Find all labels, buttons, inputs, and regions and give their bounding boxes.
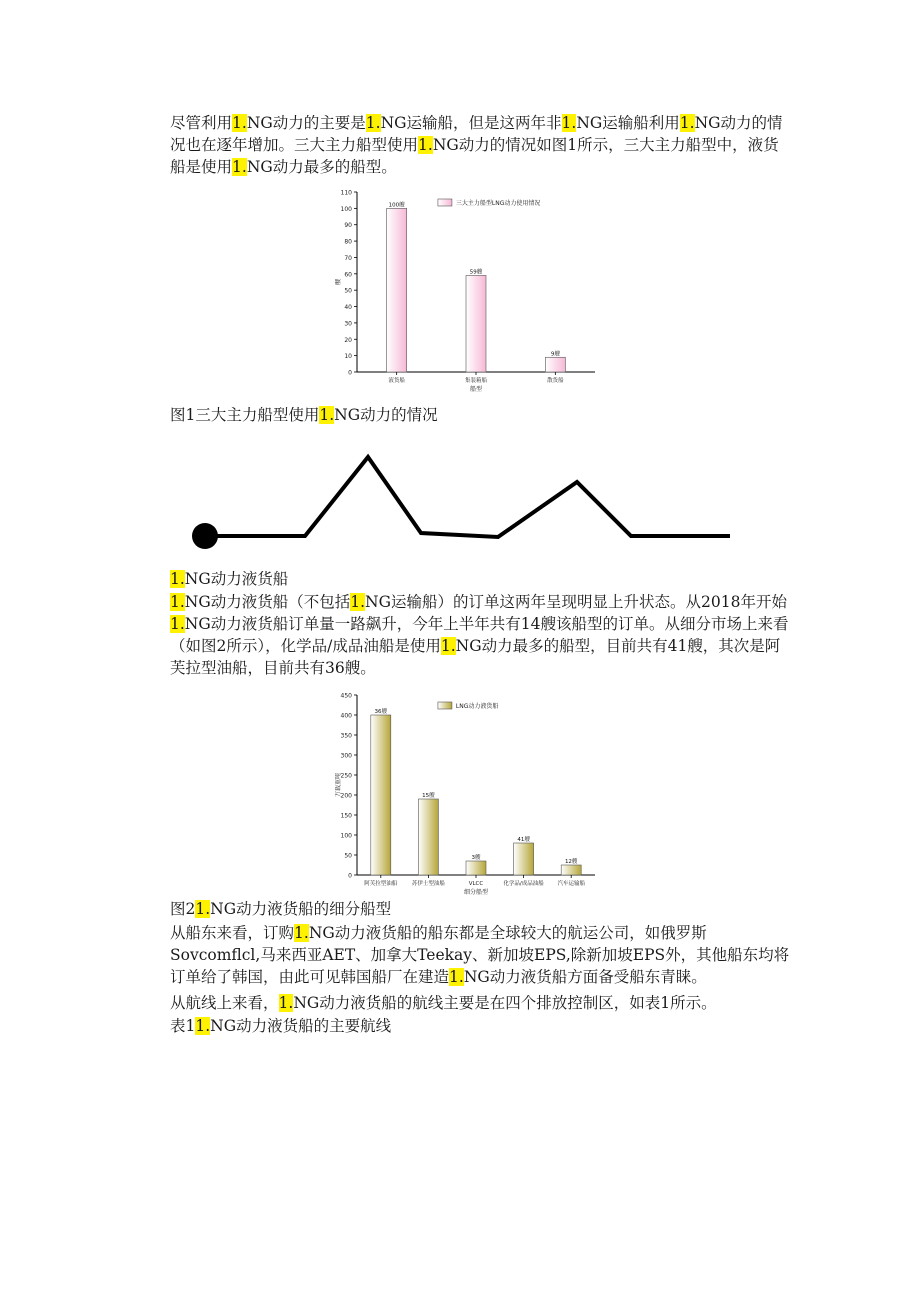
data-label: 15艘: [422, 793, 435, 799]
y-tick-label: 100: [340, 205, 352, 213]
highlighted-text: 1.: [418, 136, 433, 154]
highlighted-text: 1.: [232, 114, 247, 132]
bar: [371, 715, 391, 875]
text-run: NG动力液货船的细分船型: [210, 900, 392, 918]
text-run: NG动力的情况: [334, 406, 438, 424]
x-tick-label: 液货船: [388, 378, 405, 384]
highlighted-text: 1.: [195, 1017, 211, 1035]
x-tick-label: 汽车运输船: [557, 881, 585, 887]
paragraph-orders: [170, 591, 790, 679]
legend-swatch: [438, 199, 452, 206]
text-run: 尽管利用: [170, 114, 233, 132]
legend-swatch: [438, 702, 452, 709]
y-tick-label: 150: [340, 812, 352, 820]
text-run: NG动力液货船的航线主要是在四个排放控制区，如表1所示。: [293, 994, 717, 1012]
x-tick-label: 化学品/成品油船: [503, 881, 544, 887]
data-label: 3艘: [471, 855, 481, 861]
highlighted-text: 1.: [350, 593, 366, 611]
text-run: NG动力液货船的船东都是全球较大的航运公司，如俄罗斯Sovcomflcl,马来西亚AET、加拿大Teekay、新加坡EPS,除新加坡EPS外，其他船东均将订单给了韩国，由此可见韩国船厂在建造: [170, 924, 790, 986]
y-tick-label: 40: [344, 304, 352, 312]
highlighted-text: 1.: [170, 570, 185, 588]
x-tick-label: 散货船: [547, 378, 564, 384]
y-tick-label: 50: [344, 852, 352, 860]
text-run: NG动力液货船方面备受船东青睐。: [463, 968, 707, 986]
divider-zigzag: [185, 445, 745, 565]
data-label: 9艘: [550, 351, 560, 358]
y-tick-label: 10: [344, 353, 352, 361]
y-tick-label: 20: [344, 336, 352, 344]
paragraph-routes: [170, 992, 790, 1014]
bar: [514, 843, 534, 875]
bar: [561, 865, 581, 875]
data-label: 12艘: [564, 859, 578, 865]
y-tick-label: 80: [344, 238, 352, 246]
table-1-caption: [170, 1015, 391, 1037]
chart-2: [335, 689, 595, 899]
bar: [466, 275, 486, 372]
highlighted-text: 1.: [679, 114, 695, 132]
text-run: NG动力液货船: [184, 570, 289, 588]
x-tick-label: VLCC: [468, 881, 484, 887]
highlighted-text: 1.: [319, 406, 335, 424]
y-tick-label: 0: [348, 369, 352, 377]
text-run: NG动力的情况如图1所示，三大主力船型中，液货船是使用: [170, 136, 779, 176]
y-tick-label: 450: [340, 692, 352, 700]
text-run: 图2: [170, 900, 196, 918]
y-tick-label: 100: [340, 832, 352, 840]
bar: [387, 208, 407, 372]
legend-label: 三大主力船型LNG动力使用情况: [455, 200, 541, 207]
x-tick-label: 苏伊士型油船: [411, 881, 445, 887]
data-label: 36艘: [374, 709, 388, 715]
data-label: 100艘: [388, 202, 405, 209]
data-label: 59艘: [469, 269, 483, 276]
y-axis-label: 艘: [335, 278, 342, 286]
legend-label: LNG动力液货船: [455, 703, 499, 710]
y-tick-label: 60: [344, 271, 352, 279]
paragraph-intro: [170, 112, 790, 178]
text-run: NG动力最多的船型，目前共有41艘，其次是阿芙拉型油船，目前共有36艘。: [170, 637, 781, 677]
highlighted-text: 1.: [195, 900, 211, 918]
y-tick-label: 400: [340, 712, 352, 720]
x-axis-label: 细分船型: [463, 889, 489, 896]
highlighted-text: 1.: [170, 615, 185, 633]
highlighted-text: 1.: [449, 968, 464, 986]
text-run: 从航线上来看，: [170, 994, 279, 1012]
highlighted-text: 1.: [278, 994, 294, 1012]
bar: [466, 861, 486, 875]
highlighted-text: 1.: [232, 158, 247, 176]
y-tick-label: 200: [340, 792, 352, 800]
highlighted-text: 1.: [561, 114, 577, 132]
figure-2-caption: [170, 898, 391, 920]
text-run: 表1: [170, 1017, 196, 1035]
highlighted-text: 1.: [440, 637, 456, 655]
divider-line: [205, 457, 730, 537]
text-run: NG动力液货船订单量一路飙升，今年上半年共有14艘该船型的订单。从细分市场上来看（如图2所示），化学品/成品油船是使用: [170, 615, 789, 655]
paragraph-owners: [170, 922, 790, 988]
x-tick-label: 集装箱船: [464, 378, 488, 384]
text-run: NG动力的主要是: [246, 114, 366, 132]
bar: [418, 799, 438, 875]
text-run: NG动力最多的船型。: [246, 158, 397, 176]
x-tick-label: 阿芙拉型油船: [364, 881, 398, 887]
x-axis-label: 船型: [469, 386, 483, 393]
text-run: 从船东来看，订购: [170, 924, 295, 942]
y-tick-label: 300: [340, 752, 352, 760]
text-run: 图1三大主力船型使用: [170, 406, 320, 424]
y-tick-label: 70: [344, 254, 352, 262]
y-tick-label: 0: [348, 872, 352, 880]
text-run: NG运输船，但是这两年非: [380, 114, 562, 132]
y-tick-label: 250: [340, 772, 352, 780]
highlighted-text: 1.: [294, 924, 309, 942]
highlighted-text: 1.: [170, 593, 185, 611]
chart-1: [335, 186, 595, 396]
data-label: 41艘: [517, 837, 530, 843]
highlighted-text: 1.: [365, 114, 381, 132]
text-run: NG动力液货船（不包括: [184, 593, 351, 611]
y-axis-label: 万载重吨: [335, 772, 342, 798]
text-run: NG运输船）的订单这两年呈现明显上升状态。从2018年开始: [365, 593, 787, 611]
y-tick-label: 350: [340, 732, 352, 740]
y-tick-label: 90: [344, 222, 352, 230]
y-tick-label: 50: [344, 287, 352, 295]
bar: [545, 357, 565, 372]
y-tick-label: 110: [340, 189, 352, 197]
y-tick-label: 30: [344, 320, 352, 328]
text-run: NG运输船利用: [576, 114, 680, 132]
text-run: NG动力液货船的主要航线: [210, 1017, 392, 1035]
section-heading: [170, 568, 288, 590]
text-run: NG动力的情况也在逐年增加。三大主力船型使用: [170, 114, 783, 154]
figure-1-caption: [170, 404, 438, 426]
